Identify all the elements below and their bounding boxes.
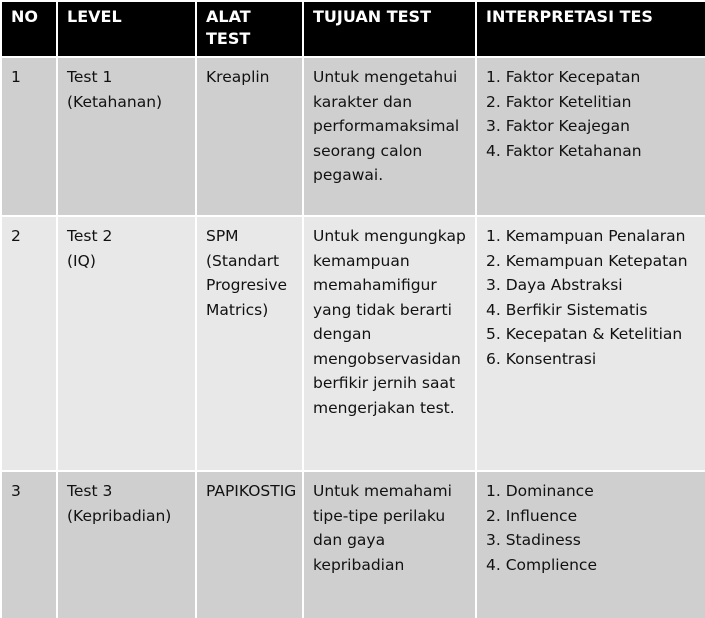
cell-interpretasi bbox=[476, 57, 705, 216]
interpretasi-item: 5. Kecepatan & Ketelitian bbox=[486, 325, 683, 343]
interpretasi-item: 2. Influence bbox=[486, 506, 578, 525]
interpretasi-item: 3. Faktor Keajegan bbox=[486, 117, 630, 135]
cell-no: 2 bbox=[1, 216, 57, 471]
interpretasi-item: 4. Berfikir Sistematis bbox=[486, 300, 648, 319]
interpretasi-item: 3. Daya Abstraksi bbox=[486, 276, 623, 294]
cell-interpretasi bbox=[476, 471, 705, 618]
cell-interpretasi bbox=[476, 216, 705, 471]
header-no: NO bbox=[1, 1, 57, 57]
interpretasi-item: 1. Faktor Kecepatan bbox=[486, 68, 641, 86]
interpretasi-item: 3. Stadiness bbox=[486, 531, 581, 549]
interpretasi-item: 4. Faktor Ketahanan bbox=[486, 141, 642, 160]
cell-tujuan-test: Untuk memahami tipe-tipe perilaku dan gaya kepribadian bbox=[303, 471, 476, 618]
cell-level bbox=[57, 216, 196, 471]
header-level: LEVEL bbox=[57, 1, 196, 57]
interpretasi-item: 6. Konsentrasi bbox=[486, 349, 597, 368]
table-row bbox=[1, 216, 705, 471]
table-header-row bbox=[1, 1, 705, 57]
cell-tujuan-test: Untuk mengetahui karakter dan performamaksimal seorang calon pegawai. bbox=[303, 57, 476, 216]
cell-no: 3 bbox=[1, 471, 57, 618]
interpretasi-item: 2. Faktor Ketelitian bbox=[486, 92, 632, 111]
cell-level bbox=[57, 57, 196, 216]
cell-alat-test: PAPIKOSTIG bbox=[196, 471, 303, 618]
level-category: (Kepribadian) bbox=[67, 506, 172, 525]
cell-alat-test: Kreaplin bbox=[196, 57, 303, 216]
cell-no: 1 bbox=[1, 57, 57, 216]
interpretasi-item: 1. Dominance bbox=[486, 482, 594, 500]
interpretasi-item: 1. Kemampuan Penalaran bbox=[486, 227, 686, 245]
header-interpretasi-tes: INTERPRETASI TES bbox=[476, 1, 705, 57]
table-row bbox=[1, 57, 705, 216]
level-name: Test 3 bbox=[67, 482, 113, 500]
level-category: (IQ) bbox=[67, 251, 96, 270]
level-category: (Ketahanan) bbox=[67, 92, 163, 111]
level-name: Test 2 bbox=[67, 227, 113, 245]
cell-alat-test: SPM (Standart Progresive Matrics) bbox=[196, 216, 303, 471]
header-alat-test: ALAT TEST bbox=[196, 1, 303, 57]
interpretasi-item: 2. Kemampuan Ketepatan bbox=[486, 251, 688, 270]
table-row bbox=[1, 471, 705, 618]
interpretasi-item: 4. Complience bbox=[486, 555, 597, 574]
header-tujuan-test: TUJUAN TEST bbox=[303, 1, 476, 57]
cell-level bbox=[57, 471, 196, 618]
level-name: Test 1 bbox=[67, 68, 113, 86]
cell-tujuan-test: Untuk mengungkap kemampuan memahamifigur yang tidak berarti dengan mengobservasidan berfikir jernih saat mengerjakan test. bbox=[303, 216, 476, 471]
